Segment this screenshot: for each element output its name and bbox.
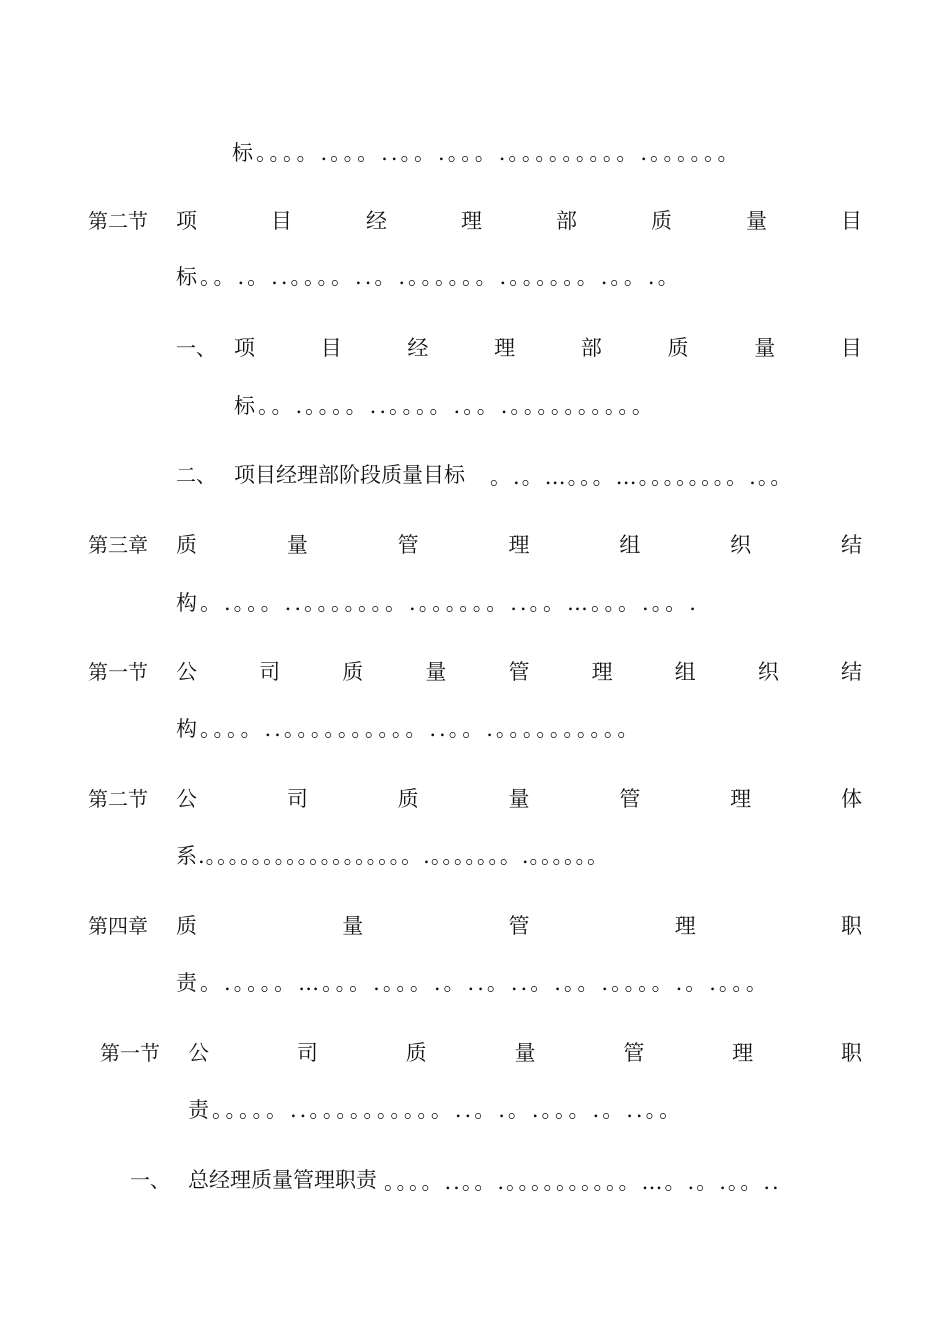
- toc-leader-dots: 。.。…。。。…。。。。。。。。.。。: [490, 465, 794, 489]
- title-char: 组: [619, 533, 641, 557]
- toc-entry-title: [234, 333, 862, 363]
- title-char: 质: [176, 914, 197, 938]
- toc-entry-title: [176, 657, 862, 687]
- title-char: 质: [667, 336, 689, 360]
- toc-section-label: 第一节: [100, 1041, 160, 1065]
- title-char: 理: [730, 787, 752, 811]
- title-char: 量: [425, 660, 447, 684]
- title-char: 质: [405, 1041, 427, 1065]
- title-char: 司: [286, 787, 308, 811]
- title-char: 织: [757, 660, 779, 684]
- title-char: 目: [840, 336, 862, 360]
- toc-entry-title: 总经理质量管理职责: [188, 1168, 377, 1192]
- title-char: 管: [508, 660, 530, 684]
- title-char: 职: [840, 1041, 862, 1065]
- title-char: 结: [840, 533, 862, 557]
- toc-item-label: 一、: [176, 336, 216, 360]
- title-char: 公: [176, 660, 197, 684]
- toc-section-label: 第二节: [88, 787, 148, 811]
- title-char: 经: [407, 336, 429, 360]
- toc-chapter-label: 第三章: [88, 533, 148, 557]
- title-char: 目: [271, 209, 292, 233]
- toc-line-continuation: 标。。。。.。。。..。。.。。。.。。。。。。。。。.。。。。。。: [232, 141, 742, 165]
- title-char: 公: [188, 1041, 209, 1065]
- title-char: 量: [342, 914, 364, 938]
- title-char: 职: [841, 914, 862, 938]
- title-char: 目: [320, 336, 342, 360]
- title-char: 目: [841, 209, 862, 233]
- title-char: 理: [591, 660, 613, 684]
- title-char: 项: [234, 336, 255, 360]
- toc-entry-title: [188, 1038, 862, 1068]
- title-char: 体: [840, 787, 862, 811]
- title-char: 量: [746, 209, 767, 233]
- toc-line-continuation: 系.。。。。。。。。。。。。。。。。。。.。。。。。。。.。。。。。。: [176, 844, 610, 868]
- title-char: 管: [397, 533, 419, 557]
- toc-line-continuation: 标。。.。..。。。。..。.。。。。。。.。。。。。。.。。.。: [176, 265, 682, 289]
- title-char: 理: [461, 209, 482, 233]
- title-char: 量: [286, 533, 308, 557]
- title-char: 管: [619, 787, 641, 811]
- toc-line-continuation: 构。.。。。..。。。。。。。.。。。。。。..。。…。。。.。。.: [176, 591, 699, 615]
- toc-entry-title: [176, 206, 862, 236]
- toc-line-continuation: 构。。。。..。。。。。。。。。。..。。.。。。。。。。。。。: [176, 717, 642, 741]
- title-char: 量: [514, 1041, 536, 1065]
- toc-item-label: 一、: [130, 1168, 170, 1192]
- title-char: 质: [176, 533, 197, 557]
- title-char: 司: [296, 1041, 318, 1065]
- title-char: 织: [730, 533, 752, 557]
- toc-entry-title: [176, 530, 862, 560]
- title-char: 结: [841, 660, 862, 684]
- title-char: 理: [732, 1041, 754, 1065]
- title-char: 部: [556, 209, 577, 233]
- title-char: 司: [259, 660, 281, 684]
- title-char: 管: [508, 914, 530, 938]
- title-char: 管: [623, 1041, 645, 1065]
- toc-section-label: 第二节: [88, 209, 148, 233]
- title-char: 项: [176, 209, 197, 233]
- title-char: 部: [580, 336, 602, 360]
- title-char: 质: [342, 660, 364, 684]
- title-char: 质: [397, 787, 419, 811]
- title-char: 理: [674, 914, 696, 938]
- toc-leader-dots: 。。。。..。。.。。。。。。。。。。…。.。.。。..: [384, 1170, 781, 1194]
- title-char: 质: [651, 209, 672, 233]
- title-char: 组: [674, 660, 696, 684]
- title-char: 量: [754, 336, 776, 360]
- toc-entry-title: [176, 784, 862, 814]
- title-char: 经: [366, 209, 387, 233]
- title-char: 理: [494, 336, 516, 360]
- toc-line-continuation: 责。。。。。..。。。。。。。。。。..。.。.。。。.。..。。: [188, 1098, 684, 1122]
- title-char: 理: [508, 533, 530, 557]
- toc-entry-title: [176, 911, 862, 941]
- toc-chapter-label: 第四章: [88, 914, 148, 938]
- toc-line-continuation: 责。.。。。。…。。。.。。。.。..。..。.。。.。。。。.。.。。。: [176, 971, 770, 995]
- toc-entry-title: 项目经理部阶段质量目标: [234, 463, 465, 487]
- toc-item-label: 二、: [176, 463, 216, 487]
- title-char: 量: [508, 787, 530, 811]
- toc-line-continuation: 标。。.。。。。..。。。。.。。.。。。。。。。。。。: [234, 394, 656, 418]
- title-char: 公: [176, 787, 197, 811]
- toc-section-label: 第一节: [88, 660, 148, 684]
